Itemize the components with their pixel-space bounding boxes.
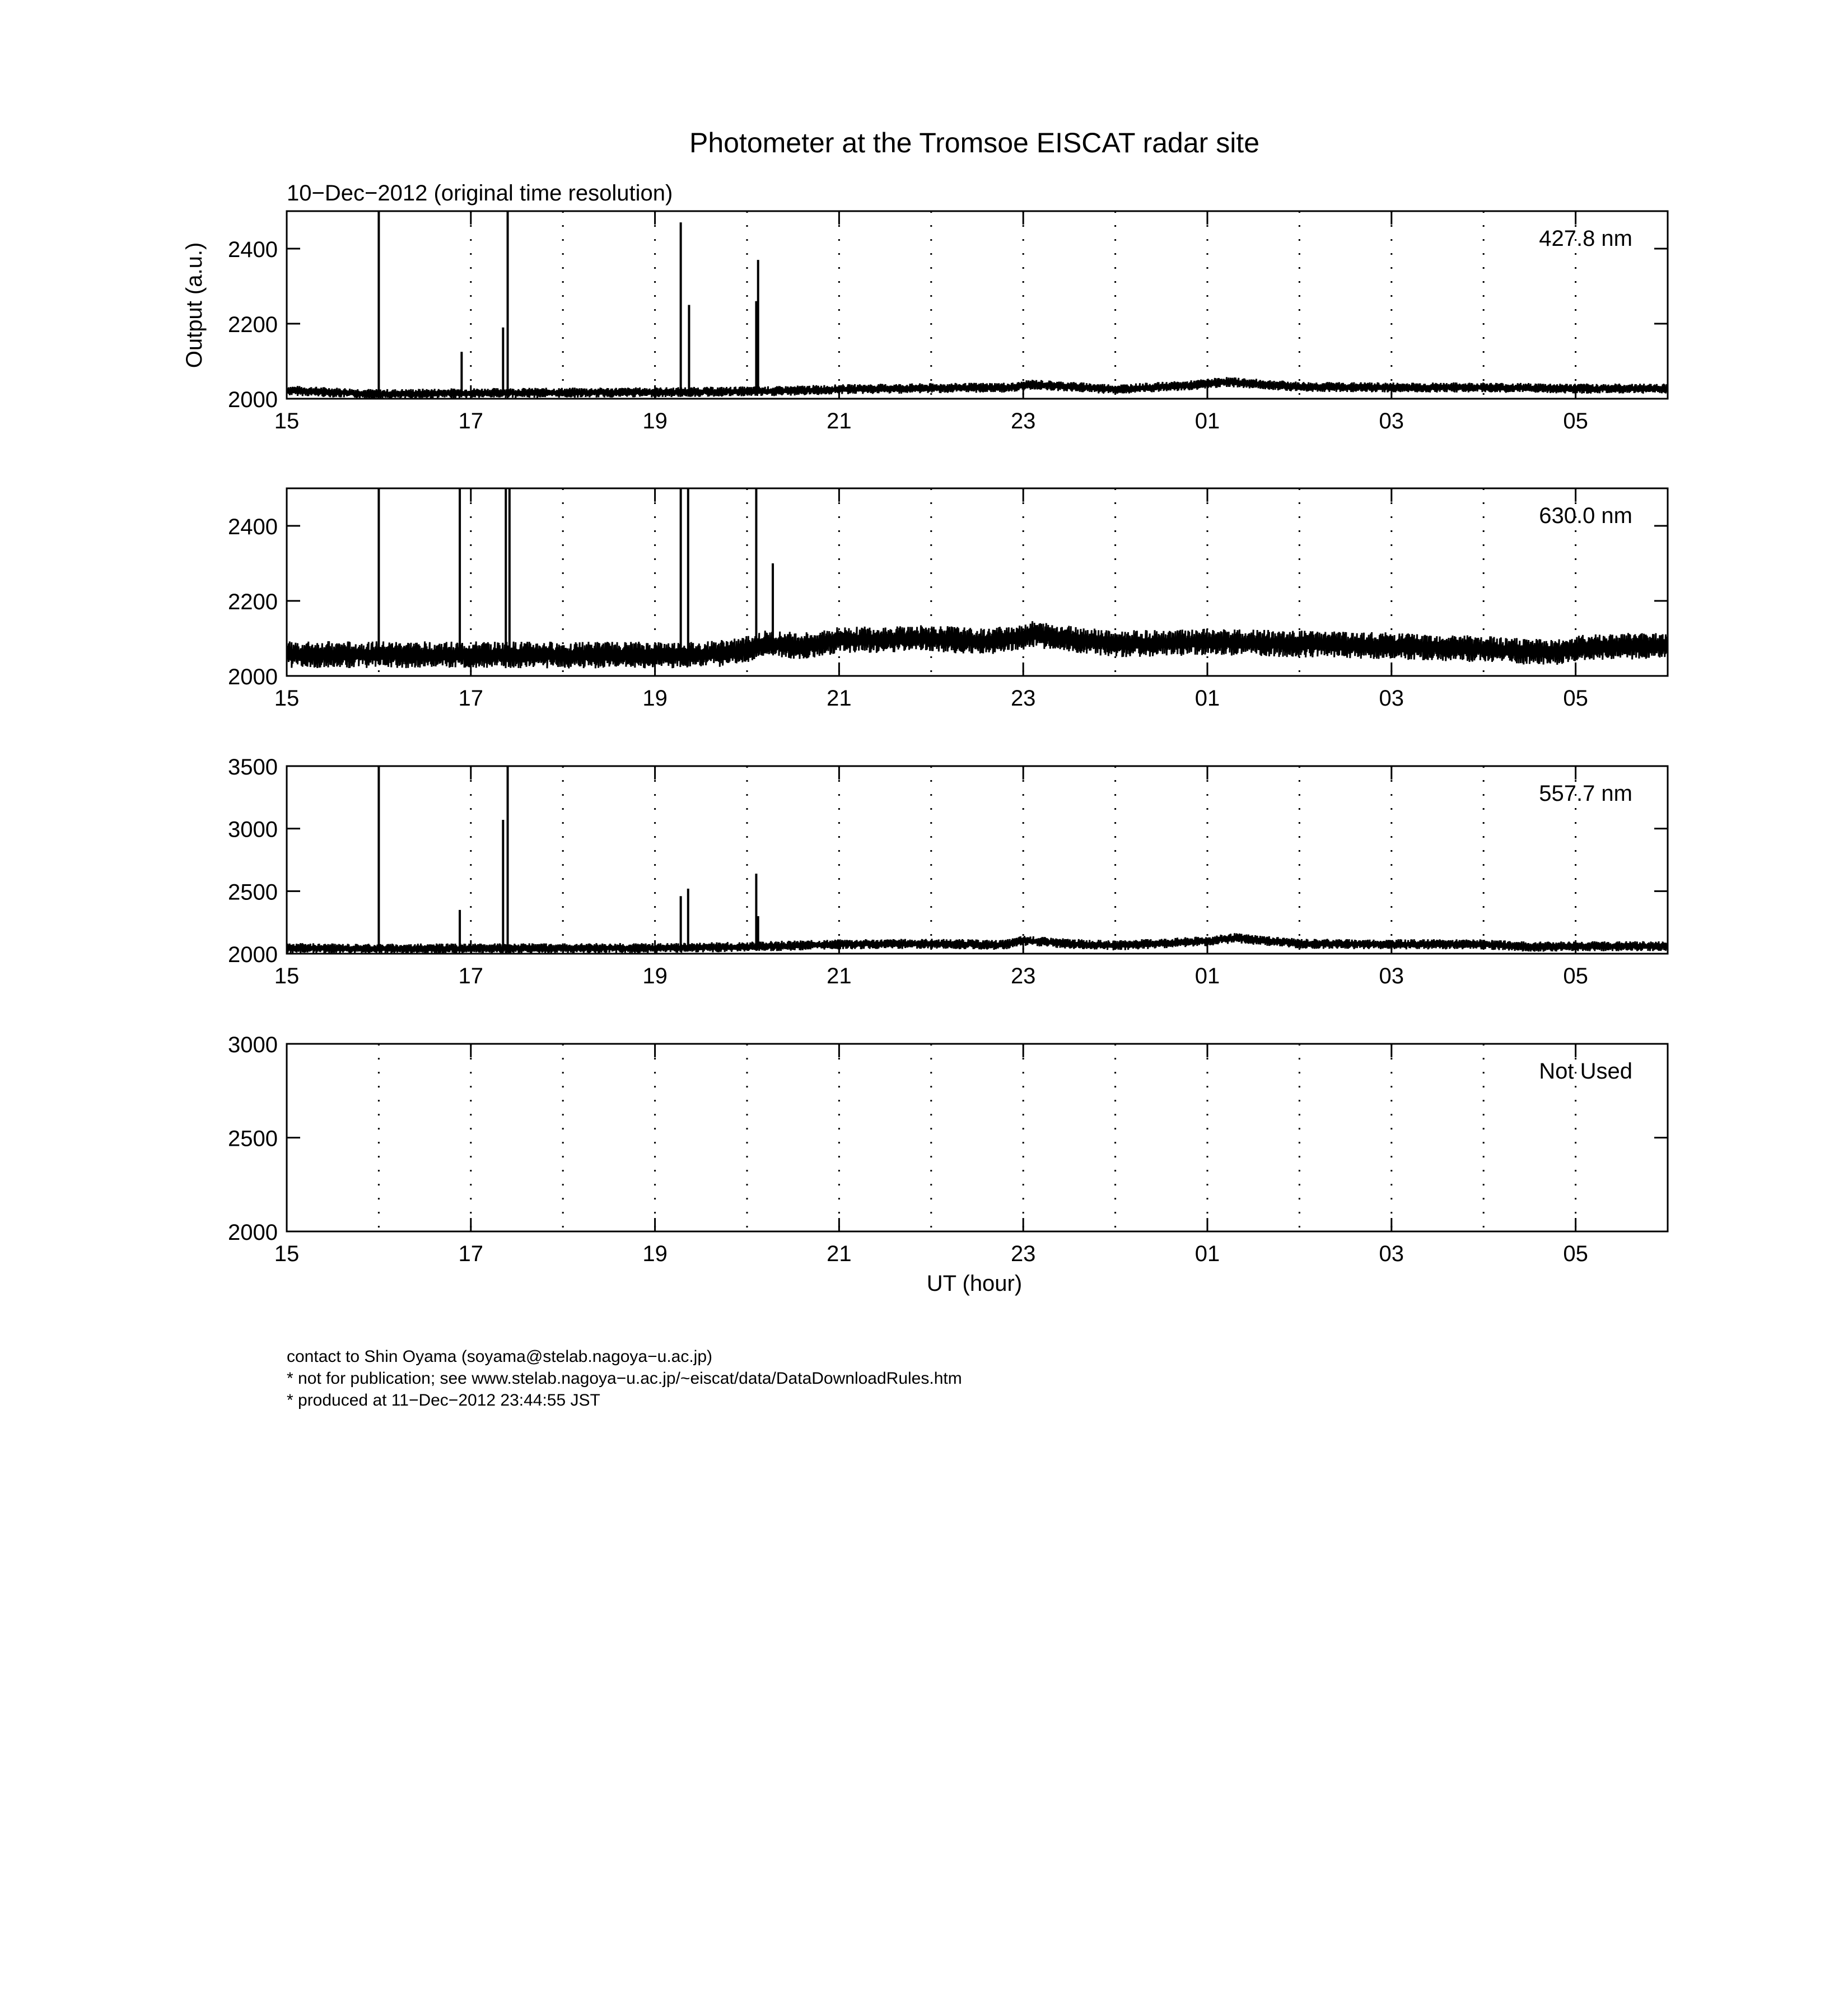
x-tick-label: 05 [1563, 686, 1588, 711]
x-tick-label: 15 [274, 964, 300, 988]
x-tick-label: 15 [274, 686, 300, 711]
y-tick-label: 2400 [228, 237, 278, 262]
x-axis-label: UT (hour) [926, 1271, 1023, 1296]
y-tick-label: 2200 [228, 590, 278, 614]
x-tick-label: 23 [1010, 409, 1036, 433]
y-tick-label: 3000 [228, 1033, 278, 1057]
x-tick-label: 19 [642, 964, 668, 988]
x-tick-label: 01 [1194, 964, 1220, 988]
x-tick-label: 05 [1563, 1242, 1588, 1266]
y-tick-label: 2000 [228, 388, 278, 412]
panel-label: Not Used [1539, 1059, 1632, 1084]
x-tick-label: 15 [274, 409, 300, 433]
x-tick-label: 03 [1379, 1242, 1404, 1266]
x-tick-label: 23 [1010, 1242, 1036, 1266]
footer-line-1: contact to Shin Oyama (soyama@stelab.nagoya−u.ac.jp) [287, 1347, 713, 1366]
footer-line-3: * produced at 11−Dec−2012 23:44:55 JST [287, 1391, 600, 1410]
y-axis-label: Output (a.u.) [182, 242, 207, 368]
x-tick-label: 21 [827, 686, 852, 711]
panel-label: 427.8 nm [1539, 226, 1632, 251]
figure-title: Photometer at the Tromsoe EISCAT radar site [689, 127, 1260, 158]
x-tick-label: 17 [458, 409, 484, 433]
y-tick-label: 2000 [228, 665, 278, 689]
y-tick-label: 3500 [228, 755, 278, 780]
x-tick-label: 21 [827, 409, 852, 433]
x-tick-label: 01 [1194, 686, 1220, 711]
x-tick-label: 03 [1379, 964, 1404, 988]
y-tick-label: 2000 [228, 942, 278, 967]
x-tick-label: 05 [1563, 409, 1588, 433]
x-tick-label: 15 [274, 1242, 300, 1266]
x-tick-label: 01 [1194, 1242, 1220, 1266]
y-tick-label: 2500 [228, 880, 278, 905]
x-tick-label: 21 [827, 1242, 852, 1266]
x-tick-label: 17 [458, 1242, 484, 1266]
x-tick-label: 21 [827, 964, 852, 988]
x-tick-label: 23 [1010, 686, 1036, 711]
y-tick-label: 3000 [228, 817, 278, 842]
figure-subtitle: 10−Dec−2012 (original time resolution) [287, 181, 673, 206]
x-tick-label: 05 [1563, 964, 1588, 988]
x-tick-label: 03 [1379, 686, 1404, 711]
x-tick-label: 23 [1010, 964, 1036, 988]
y-tick-label: 2200 [228, 312, 278, 337]
y-tick-label: 2400 [228, 515, 278, 539]
x-tick-label: 03 [1379, 409, 1404, 433]
x-tick-label: 01 [1194, 409, 1220, 433]
x-tick-label: 17 [458, 964, 484, 988]
x-tick-label: 19 [642, 409, 668, 433]
y-tick-label: 2500 [228, 1126, 278, 1151]
footer-line-2: * not for publication; see www.stelab.nagoya−u.ac.jp/~eiscat/data/DataDownloadRules.htm [287, 1369, 962, 1388]
panel-label: 630.0 nm [1539, 503, 1632, 528]
x-tick-label: 19 [642, 686, 668, 711]
panel-label: 557.7 nm [1539, 781, 1632, 806]
y-tick-label: 2000 [228, 1220, 278, 1245]
x-tick-label: 19 [642, 1242, 668, 1266]
x-tick-label: 17 [458, 686, 484, 711]
